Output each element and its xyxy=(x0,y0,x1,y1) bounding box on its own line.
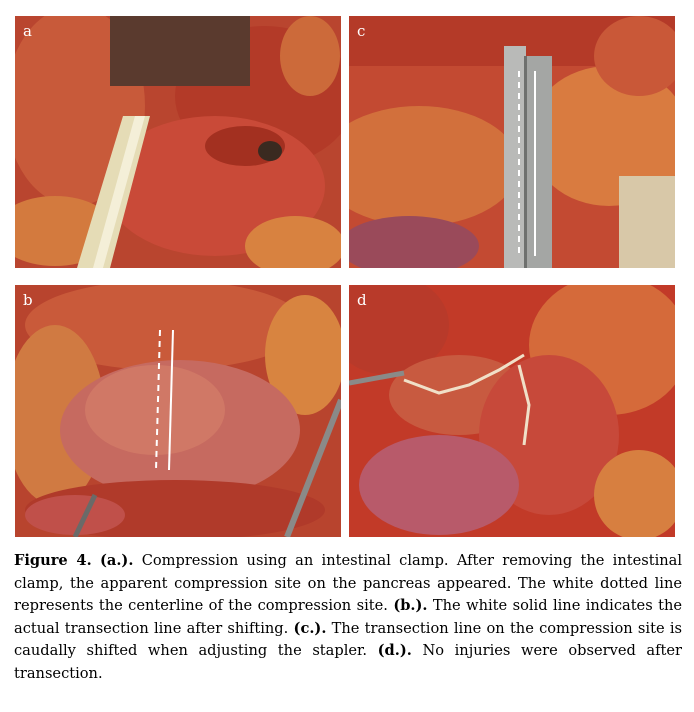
surgical-photo-a xyxy=(15,16,341,268)
figure-label: Figure 4. xyxy=(14,552,92,569)
caption-label-c: (c.). xyxy=(293,619,327,637)
panel-letter-b: b xyxy=(23,291,33,309)
panel-letter-d: d xyxy=(357,291,367,309)
panel-letter-a: a xyxy=(23,22,32,40)
caption-text-c: The transection line on the compression site is caudally shifted when adjusting the stapler. xyxy=(14,619,682,659)
figure-panel-d xyxy=(349,285,675,537)
caption-text-a: Compression using an intestinal clamp. After removing the intestinal clamp, the apparent compression site on the pancreas appeared. The white dotted line represents the centerline of the compression site. xyxy=(14,552,683,614)
caption-text-b: The white solid line indicates the actual transection line after shifting. xyxy=(14,597,683,637)
caption-text-d: No injuries were observed after transection. xyxy=(14,642,682,682)
surgical-photo-c xyxy=(349,16,675,268)
figure-panel-c xyxy=(349,16,675,268)
caption-label-b: (b.). xyxy=(393,597,428,614)
caption-label-d: (d.). xyxy=(377,642,412,659)
figure-panel-a xyxy=(15,16,341,268)
figure-caption xyxy=(14,550,682,685)
figure-panel-b xyxy=(15,285,341,537)
surgical-photo-d xyxy=(349,285,675,537)
panel-letter-c: c xyxy=(357,22,366,40)
caption-label-a: (a.). xyxy=(99,552,134,569)
surgical-photo-b xyxy=(15,285,341,537)
